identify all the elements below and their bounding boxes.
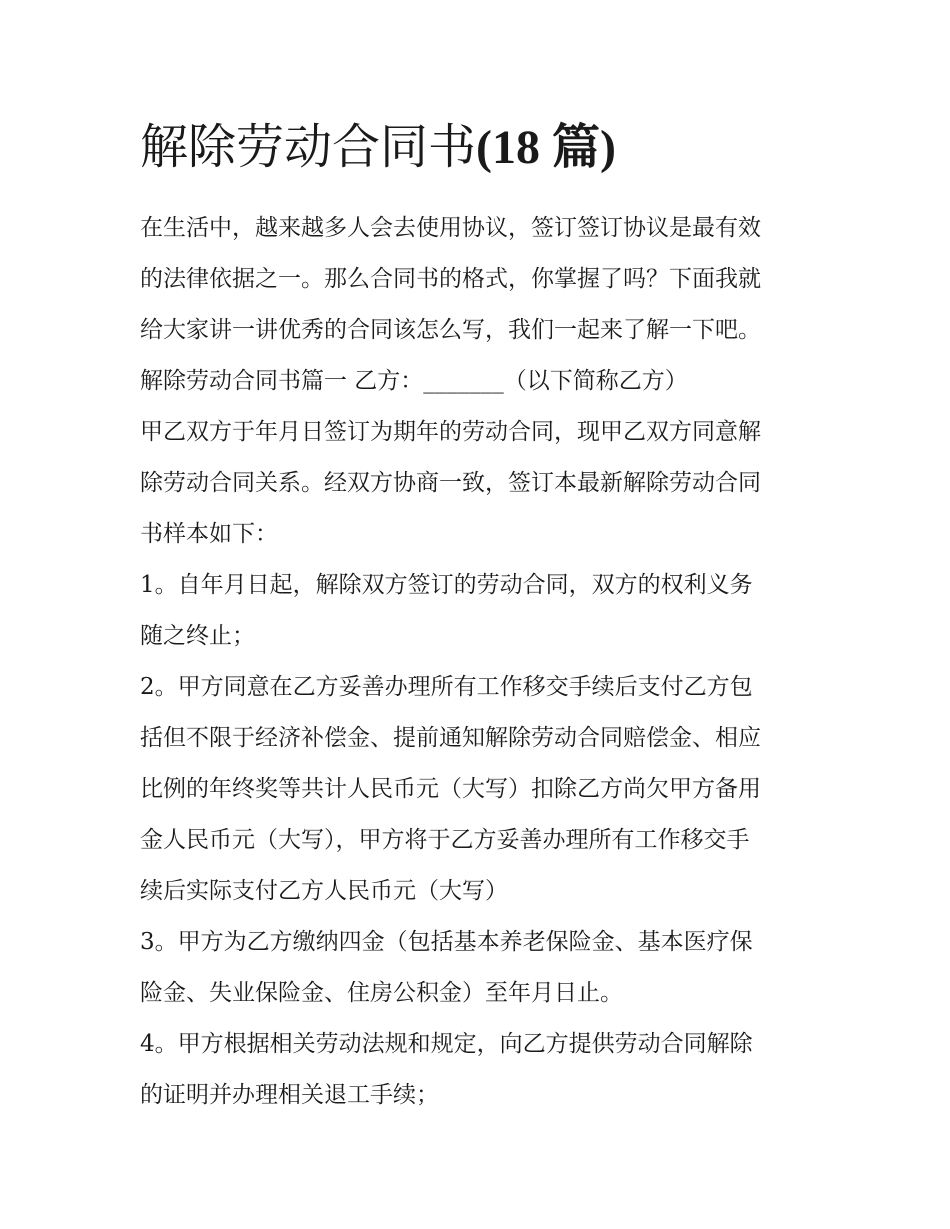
clause-line: 比例的年终奖等共计人民币元（大写）扣除乙方尚欠甲方备用 [140,776,761,802]
clause-line: 的证明并办理相关退工手续； [140,1082,439,1108]
clause-line: 1。自年月日起，解除双方签订的劳动合同，双方的权利义务 [140,572,753,598]
body-line: 书样本如下： [140,521,278,547]
body-line: 除劳动合同关系。经双方协商一致，签订本最新解除劳动合同 [140,470,761,496]
title-text: 解除劳动合同书 [140,119,477,175]
body-line: 给大家讲一讲优秀的合同该怎么写，我们一起来了解一下吧。 [140,317,761,343]
clause-line: 金人民币元（大写），甲方将于乙方妥善办理所有工作移交手 [140,827,750,853]
clause-line: 2。甲方同意在乙方妥善办理所有工作移交手续后支付乙方包 [140,674,753,700]
clause-line: 险金、失业保险金、住房公积金）至年月日止。 [140,980,623,1006]
clause-line: 4。甲方根据相关劳动法规和规定，向乙方提供劳动合同解除 [140,1031,753,1057]
clause-line: 随之终止； [140,623,255,649]
document-title [140,112,820,183]
body-line: 在生活中，越来越多人会去使用协议，签订签订协议是最有效 [140,215,761,241]
document-page [140,112,820,1121]
body-line: 甲乙双方于年月日签订为期年的劳动合同，现甲乙双方同意解 [140,419,761,445]
section-heading-line: 解除劳动合同书篇一 乙方：_______（以下简称乙方） [140,368,688,394]
body-line: 的法律依据之一。那么合同书的格式，你掌握了吗？下面我就 [140,266,761,292]
document-body [140,203,820,1121]
title-count: (18 篇) [476,121,616,174]
clause-line: 续后实际支付乙方人民币元（大写） [140,878,508,904]
clause-line: 3。甲方为乙方缴纳四金（包括基本养老保险金、基本医疗保 [140,929,753,955]
clause-line: 括但不限于经济补偿金、提前通知解除劳动合同赔偿金、相应 [140,725,761,751]
